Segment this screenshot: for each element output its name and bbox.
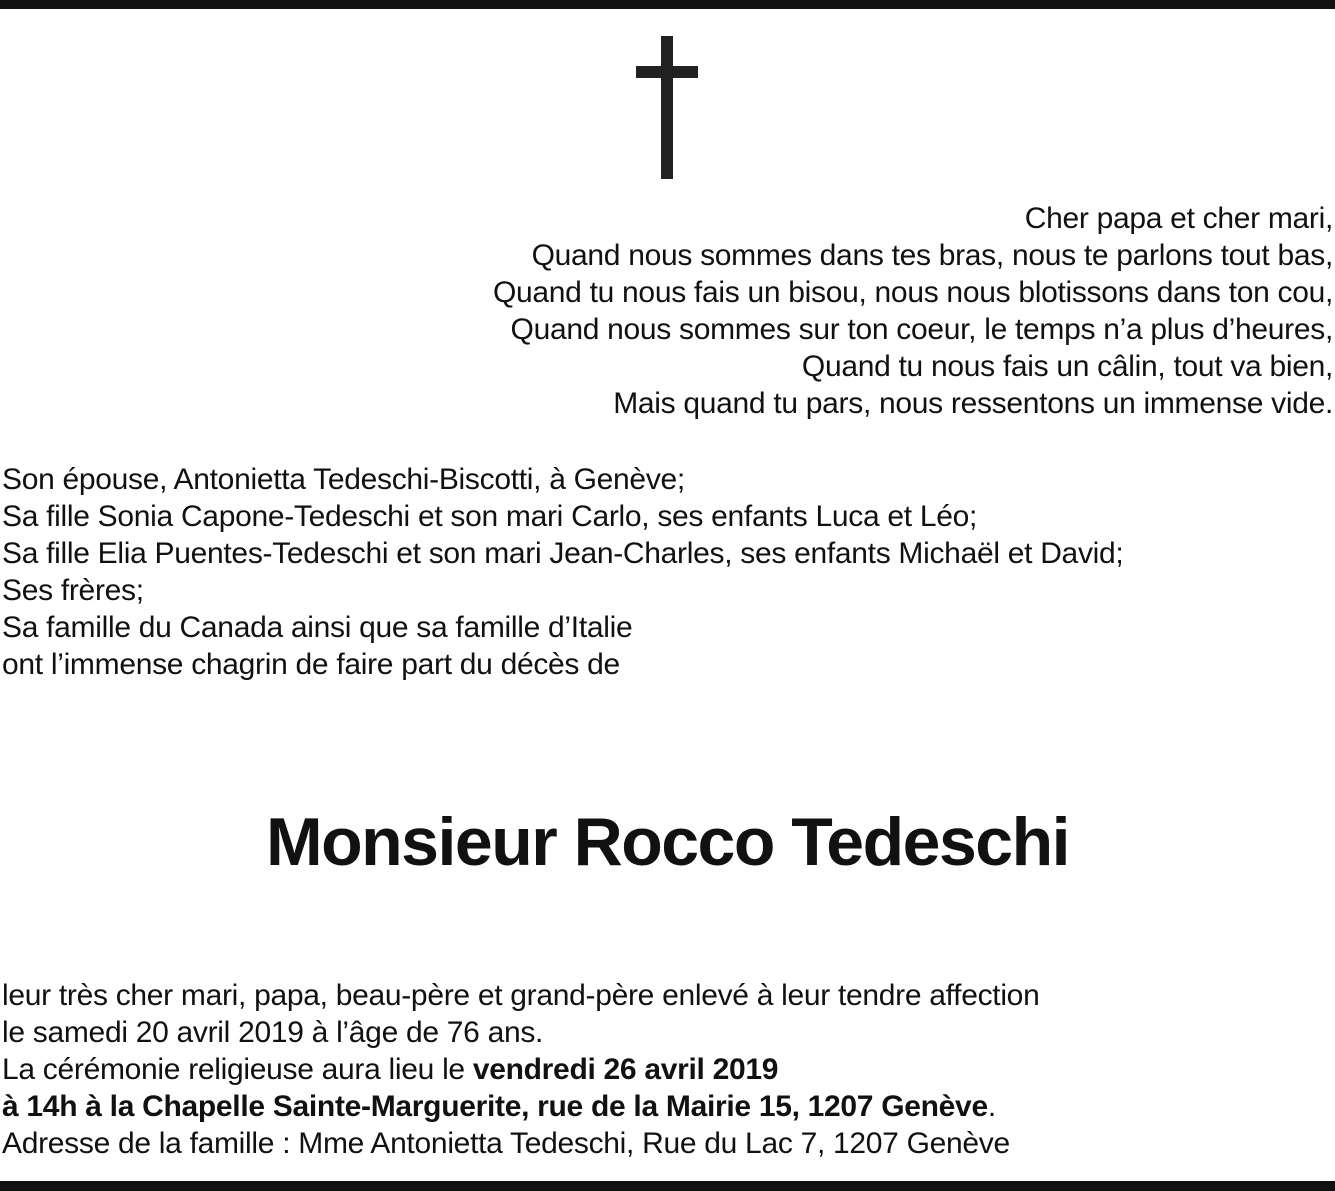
poem-line: Quand nous sommes dans tes bras, nous te parlons tout bas, <box>531 239 1333 272</box>
deceased-name: Monsieur Rocco Tedeschi <box>265 804 1070 880</box>
family-address: Adresse de la famille : Mme Antonietta Tedeschi, Rue du Lac 7, 1207 Genève <box>2 1127 1010 1160</box>
details-line: leur très cher mari, papa, beau-père et grand-père enlevé à leur tendre affection <box>2 979 1040 1012</box>
ceremony-time-place: à 14h à la Chapelle Sainte-Marguerite, rue de la Mairie 15, 1207 Genève <box>2 1090 988 1123</box>
bottom-border-rule <box>0 1181 1335 1191</box>
poem-line: Quand tu nous fais un câlin, tout va bien, <box>801 350 1333 383</box>
details-line: le samedi 20 avril 2019 à l’âge de 76 ans. <box>2 1016 544 1049</box>
family-line: Ses frères; <box>2 574 144 607</box>
ceremony-details <box>2 977 1322 1162</box>
ceremony-period: . <box>987 1090 996 1123</box>
ceremony-intro-text: La cérémonie religieuse aura lieu le <box>2 1053 473 1086</box>
poem-line: Quand tu nous fais un bisou, nous nous blotissons dans ton cou, <box>492 276 1333 309</box>
poem-line: Cher papa et cher mari, <box>1024 202 1333 235</box>
family-line: Sa famille du Canada ainsi que sa famille d’Italie <box>2 611 633 644</box>
poem <box>333 200 1333 422</box>
poem-line: Mais quand tu pars, nous ressentons un immense vide. <box>613 387 1333 420</box>
family-line: Son épouse, Antonietta Tedeschi-Biscotti, à Genève; <box>2 463 685 496</box>
family-line: ont l’immense chagrin de faire part du décès de <box>2 648 620 681</box>
ceremony-date: vendredi 26 avril 2019 <box>472 1053 779 1086</box>
family-line: Sa fille Elia Puentes-Tedeschi et son mari Jean-Charles, ses enfants Michaël et David; <box>2 537 1124 570</box>
details-line <box>2 1051 1322 1088</box>
cross-icon <box>636 36 698 179</box>
family-announcement <box>2 461 1322 683</box>
top-border-rule <box>0 0 1335 9</box>
family-line: Sa fille Sonia Capone-Tedeschi et son mari Carlo, ses enfants Luca et Léo; <box>2 500 978 533</box>
poem-line: Quand nous sommes sur ton coeur, le temps n’a plus d’heures, <box>510 313 1333 346</box>
details-line <box>2 1088 1322 1125</box>
